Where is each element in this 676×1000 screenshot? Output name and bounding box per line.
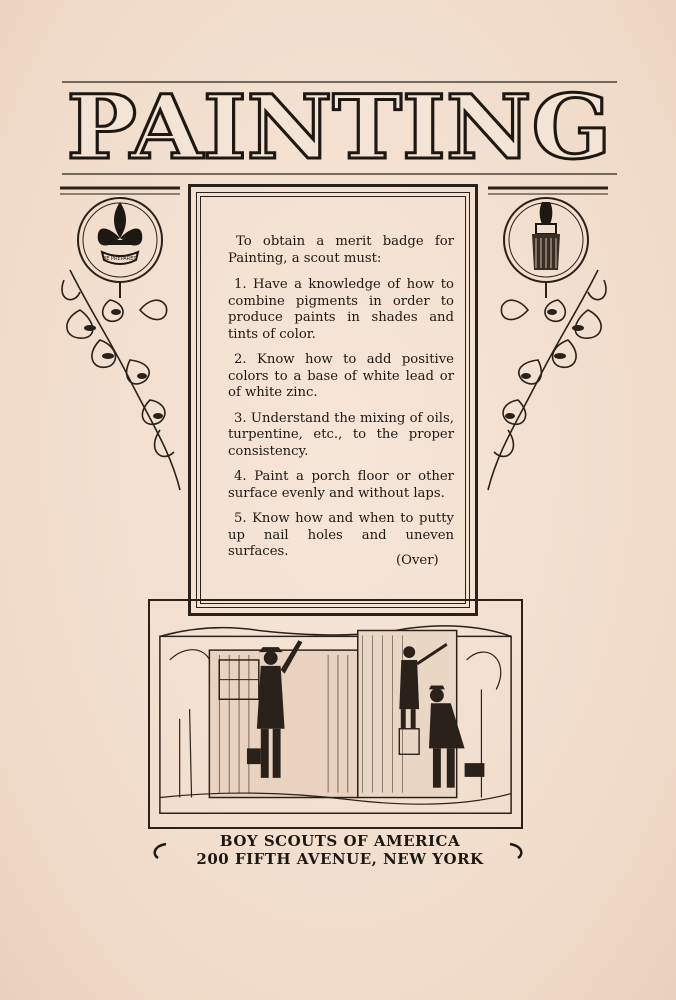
page-title <box>62 78 617 178</box>
requirements-intro: To obtain a merit badge for Painting, a scout must: <box>228 234 454 266</box>
scouts-painting-illustration <box>148 599 523 829</box>
requirement-item: 1. Have a knowledge of how to combine pigments in order to produce paints in shades and tints of color. <box>228 277 454 342</box>
publisher-block <box>160 832 520 868</box>
publisher-address: 200 FIFTH AVENUE, NEW YORK <box>196 850 484 868</box>
requirement-item: 4. Paint a porch floor or other surface evenly and without laps. <box>228 469 454 501</box>
title-text: PAINTING <box>66 78 612 178</box>
publisher-name: BOY SCOUTS OF AMERICA <box>219 832 461 850</box>
paint-brush-icon <box>532 202 560 270</box>
requirement-item: 3. Understand the mixing of oils, turpentine, etc., to the proper consistency. <box>228 410 454 459</box>
over-note: (Over) <box>396 553 439 568</box>
requirement-item: 2. Know how to add positive colors to a base of white lead or of white zinc. <box>228 352 454 400</box>
left-ornament <box>50 180 190 500</box>
requirement-item: 5. Know how and when to putty up nail holes and uneven surfaces. <box>228 511 454 559</box>
requirements-text <box>228 234 454 570</box>
fleur-de-lis-emblem-icon <box>98 202 142 264</box>
right-ornament <box>478 180 618 500</box>
emblem-motto: BE PREPARED <box>102 256 138 262</box>
